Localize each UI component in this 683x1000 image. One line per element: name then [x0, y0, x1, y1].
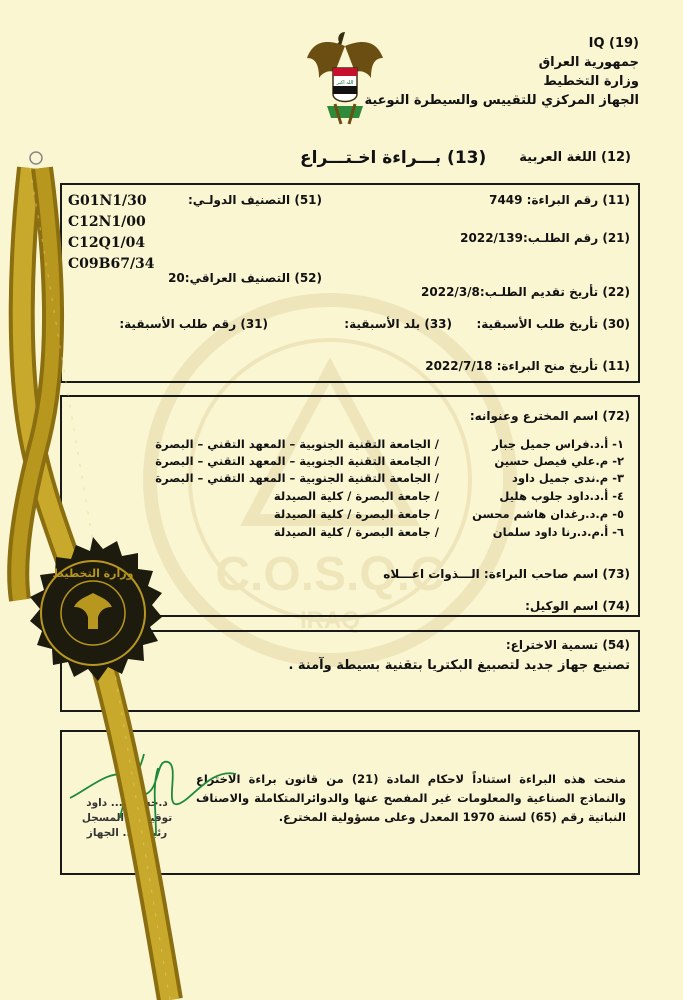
classification-codes	[68, 191, 155, 275]
language-label: (12) اللغة العربية	[519, 150, 631, 165]
priority-country: (33) بلد الأسبقية:	[344, 317, 452, 331]
watermark-subtext: IRAQ	[300, 607, 360, 634]
inventor-name: ١- أ.د.فراس جميل جبار	[492, 437, 624, 451]
inventor-name: ٦- أ.م.د.رنا داود سلمان	[492, 525, 624, 539]
iraqi-classification: (52) التصنيف العراقي:20	[168, 271, 322, 285]
inventors-label: (72) اسم المخترع وعنوانه:	[469, 409, 630, 423]
inventor-name: ٢- م.علي فيصل حسين	[494, 454, 624, 468]
application-number: (21) رقم الطلـب:2022/139	[460, 231, 630, 245]
inventor-row	[64, 454, 624, 472]
inventor-name: ٥- م.د.رغدان هاشم محسن	[472, 507, 624, 521]
seal-text: وزارة التخطيط	[52, 567, 134, 580]
priority-date: (30) تأريخ طلب الأسبقية:	[476, 317, 630, 331]
international-classification-label: (51) التصنيف الدولـي:	[187, 193, 322, 207]
patent-owner: (73) اسم صاحب البراءة: الـــذوات اعـــلاه	[383, 567, 630, 581]
inventor-row	[64, 489, 624, 507]
signatory-line: توقيع ... المسجل	[81, 812, 173, 824]
signatory-line: د.حسين ... داود	[86, 797, 168, 809]
header-line-ministry: وزارة التخطيط	[543, 74, 639, 89]
svg-text:الله اكبر: الله اكبر	[336, 80, 354, 86]
classification-code: C09B67/34	[68, 256, 155, 272]
inventor-affiliation: / الجامعة التقنية الجنوبية – المعهد التقني – البصرة	[155, 437, 439, 451]
bibliographic-box	[60, 183, 640, 383]
grant-date: (11) تأريخ منح البراءة: 2022/7/18	[425, 359, 630, 373]
classification-code: C12N1/00	[68, 214, 146, 230]
inventor-row	[64, 471, 624, 489]
inventor-name: ٣- م.ندى جميل داود	[512, 471, 624, 485]
inventor-row	[64, 507, 624, 525]
inventor-affiliation: / الجامعة التقنية الجنوبية – المعهد التقني – البصرة	[155, 471, 439, 485]
inventor-affiliation: / جامعة البصرة / كلية الصيدلة	[273, 489, 439, 503]
signatory-line: رئيس ... الجهاز	[86, 827, 168, 839]
invention-label: (54) تسمية الاختراع:	[505, 638, 630, 652]
filing-date: (22) تأريخ تقديم الطلـب:2022/3/8	[421, 285, 630, 299]
patent-title: (13) بـــراءة اخـتـــراع	[300, 148, 487, 168]
watermark-text: C.O.S.Q.C	[215, 548, 445, 601]
country-code: IQ (19)	[588, 36, 639, 51]
official-seal	[8, 535, 178, 705]
classification-code: C12Q1/04	[68, 235, 146, 251]
inventor-affiliation: / جامعة البصرة / كلية الصيدلة	[273, 525, 439, 539]
handwritten-signature	[60, 748, 240, 838]
eagle-emblem-icon	[305, 28, 385, 126]
classification-code: G01N1/30	[68, 193, 147, 209]
priority-number: (31) رقم طلب الأسبقية:	[119, 317, 268, 331]
inventor-row	[64, 437, 624, 455]
agent-label: (74) اسم الوكيل:	[525, 599, 630, 613]
inventor-affiliation: / جامعة البصرة / كلية الصيدلة	[273, 507, 439, 521]
issuer-header	[364, 34, 639, 110]
header-line-republic: جمهورية العراق	[538, 55, 639, 70]
grant-statement: منحت هذه البراءة استناداً لاحكام المادة (21) من قانون براءة الاختراع والنماذج الصناعية والمعلومات غير المفصح عنها والدوائرالمتكاملة والاصناف النباتية رقم (65) لسنة 1970 المعدل وعلى مسؤولية المخترع.	[196, 772, 626, 824]
patent-number: (11) رقم البراءة: 7449	[489, 193, 630, 207]
header-line-agency: الجهاز المركزي للتقييس والسيطرة النوعية	[364, 93, 639, 108]
inventor-affiliation: / الجامعة التقنية الجنوبية – المعهد التقني – البصرة	[155, 454, 439, 468]
inventor-name: ٤- أ.د.داود جلوب هليل	[499, 489, 624, 503]
invention-name: تصنيع جهاز جديد لتصبيغ البكتريا بتقنية بسيطة وآمنة .	[288, 658, 630, 673]
title-row	[60, 148, 643, 172]
